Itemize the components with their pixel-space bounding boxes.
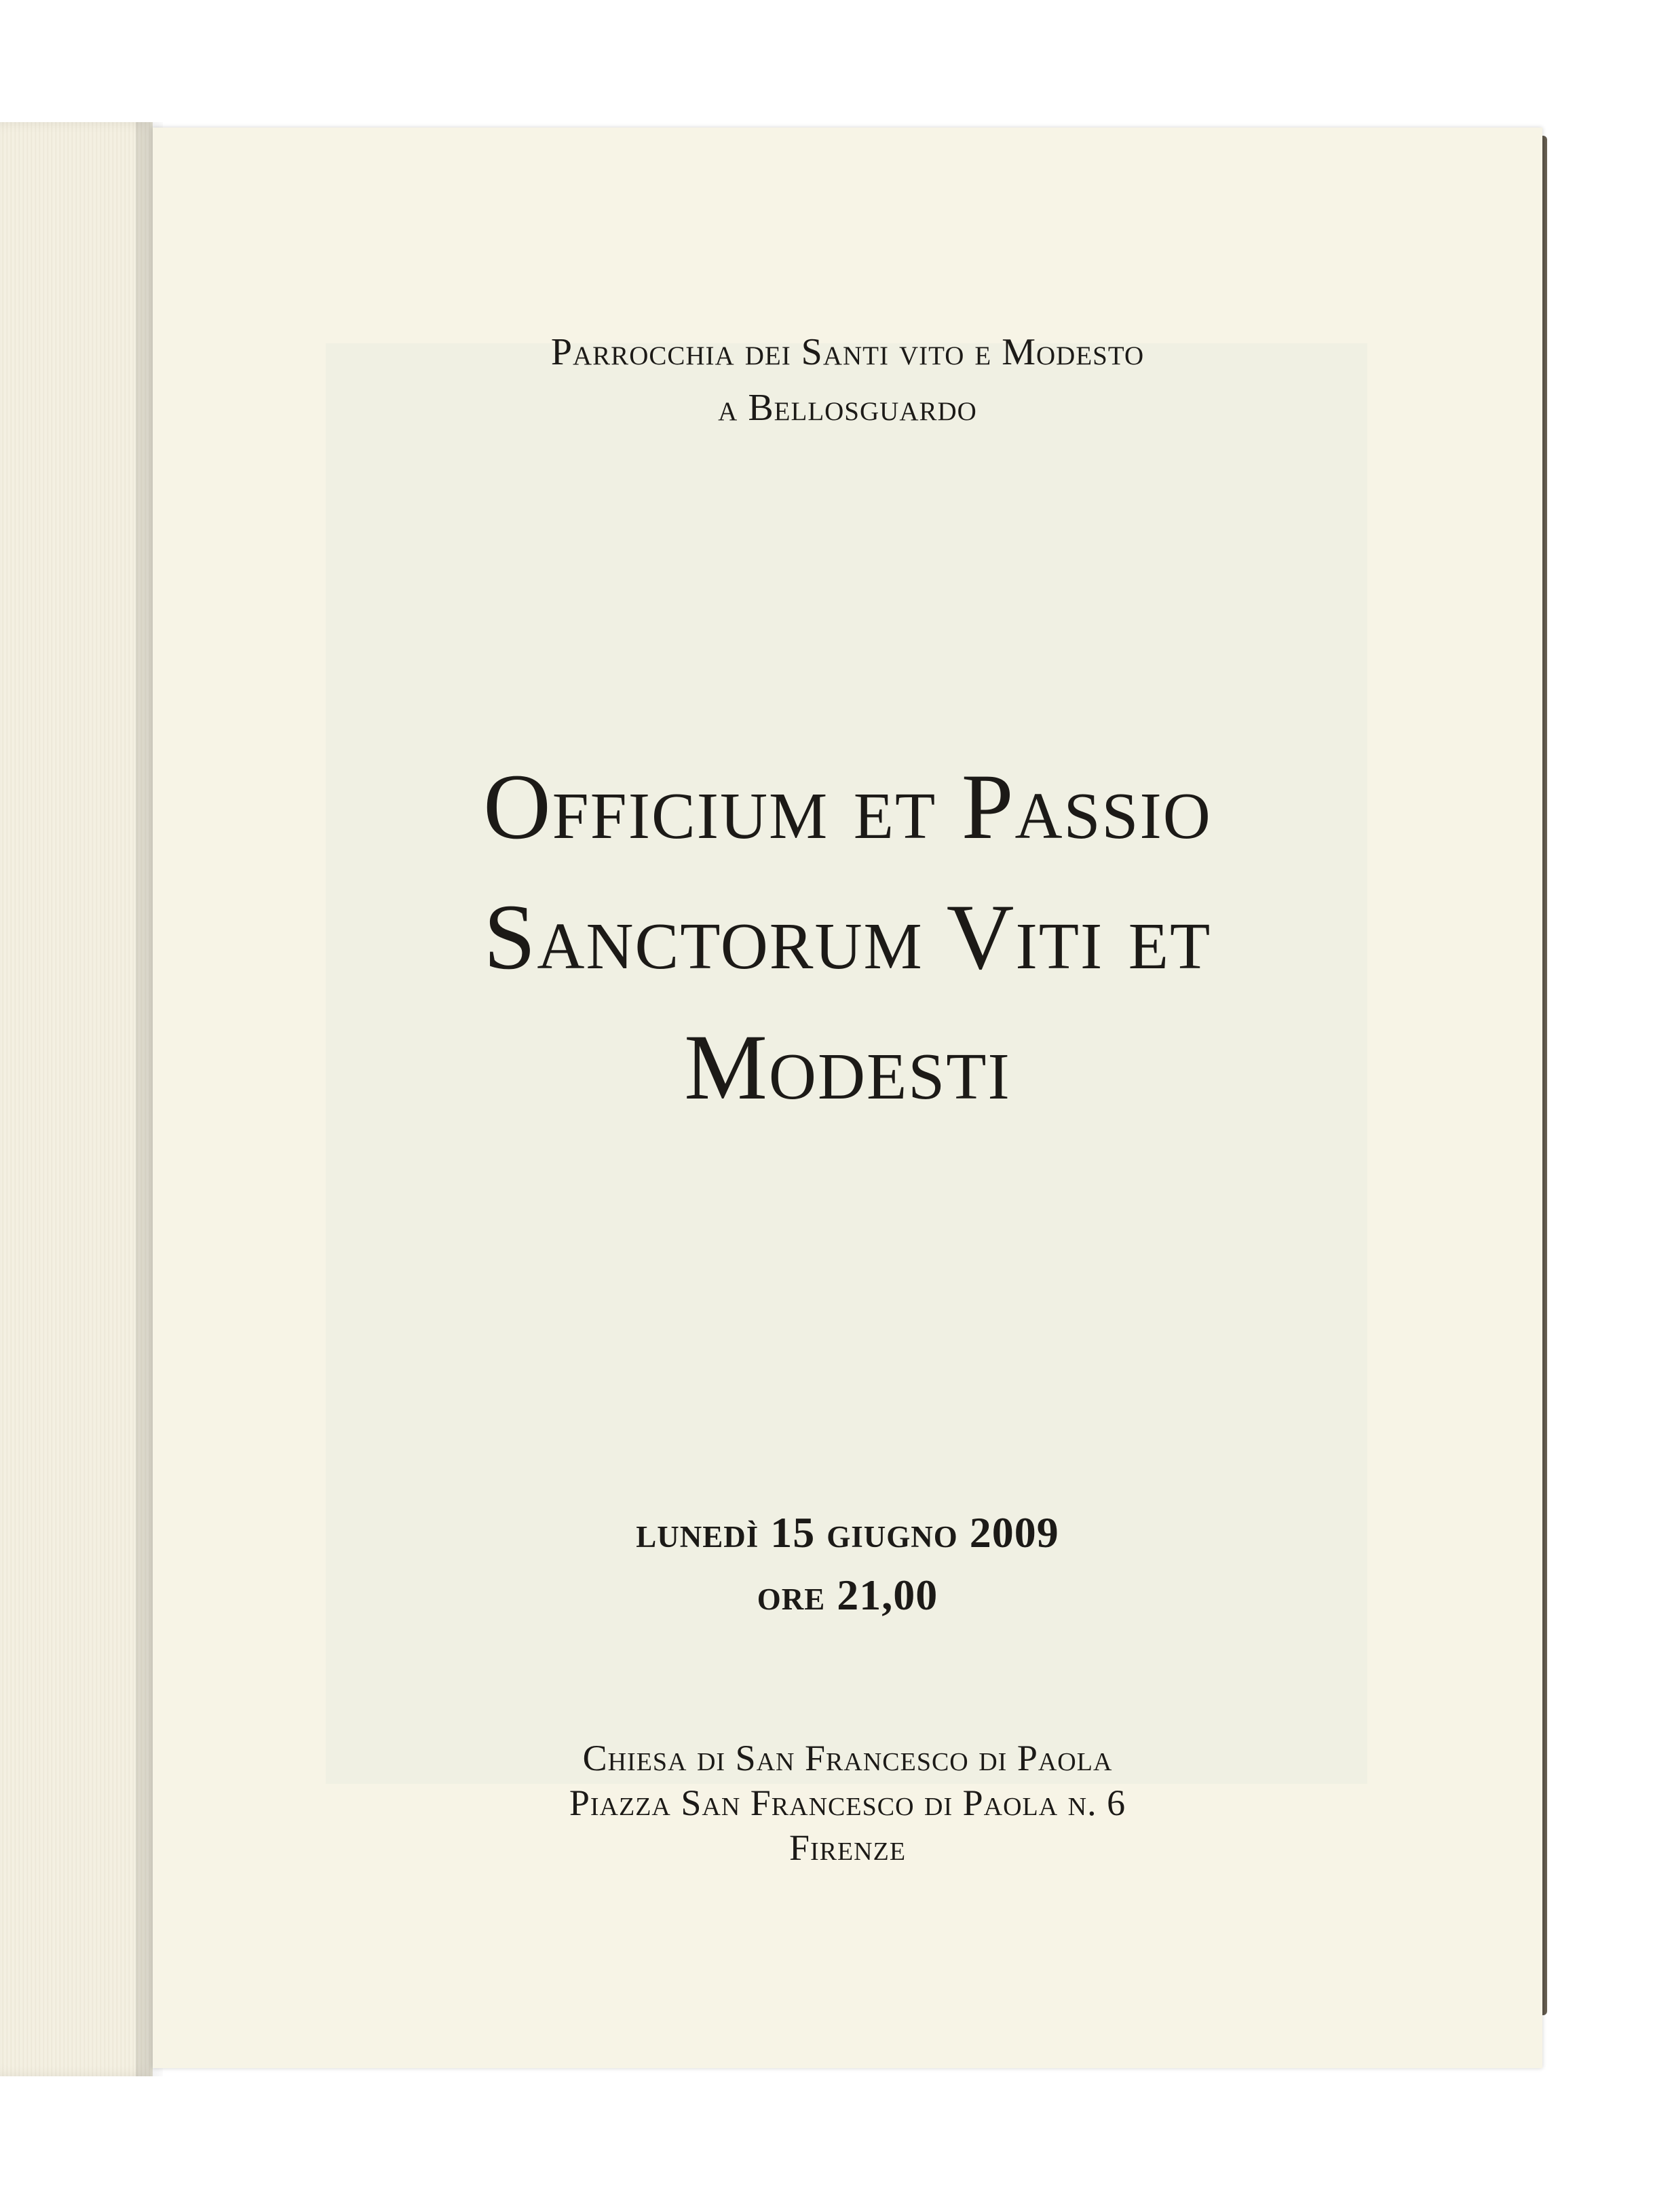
document-title [153, 742, 1542, 1132]
venue-address [153, 1736, 1542, 1870]
event-time: ore 21,00 [757, 1571, 938, 1619]
title-line-3: Modesti [684, 1015, 1011, 1119]
title-line-1: Officium et Passio [483, 755, 1212, 858]
venue-line-3: Firenze [788, 1827, 907, 1868]
title-line-2: Sanctorum Viti et [483, 885, 1212, 989]
venue-line-2: Piazza San Francesco di Paola n. 6 [569, 1782, 1126, 1823]
parish-heading [153, 324, 1542, 436]
booklet-title-page [153, 128, 1542, 2068]
parish-line-1: Parrocchia dei Santi vito e Modesto [550, 331, 1145, 373]
event-date: lunedì 15 giugno 2009 [636, 1508, 1059, 1557]
left-page-edge [0, 122, 153, 2076]
parish-line-2: a Bellosguardo [718, 387, 977, 429]
venue-line-1: Chiesa di San Francesco di Paola [582, 1738, 1113, 1778]
event-datetime [153, 1502, 1542, 1626]
